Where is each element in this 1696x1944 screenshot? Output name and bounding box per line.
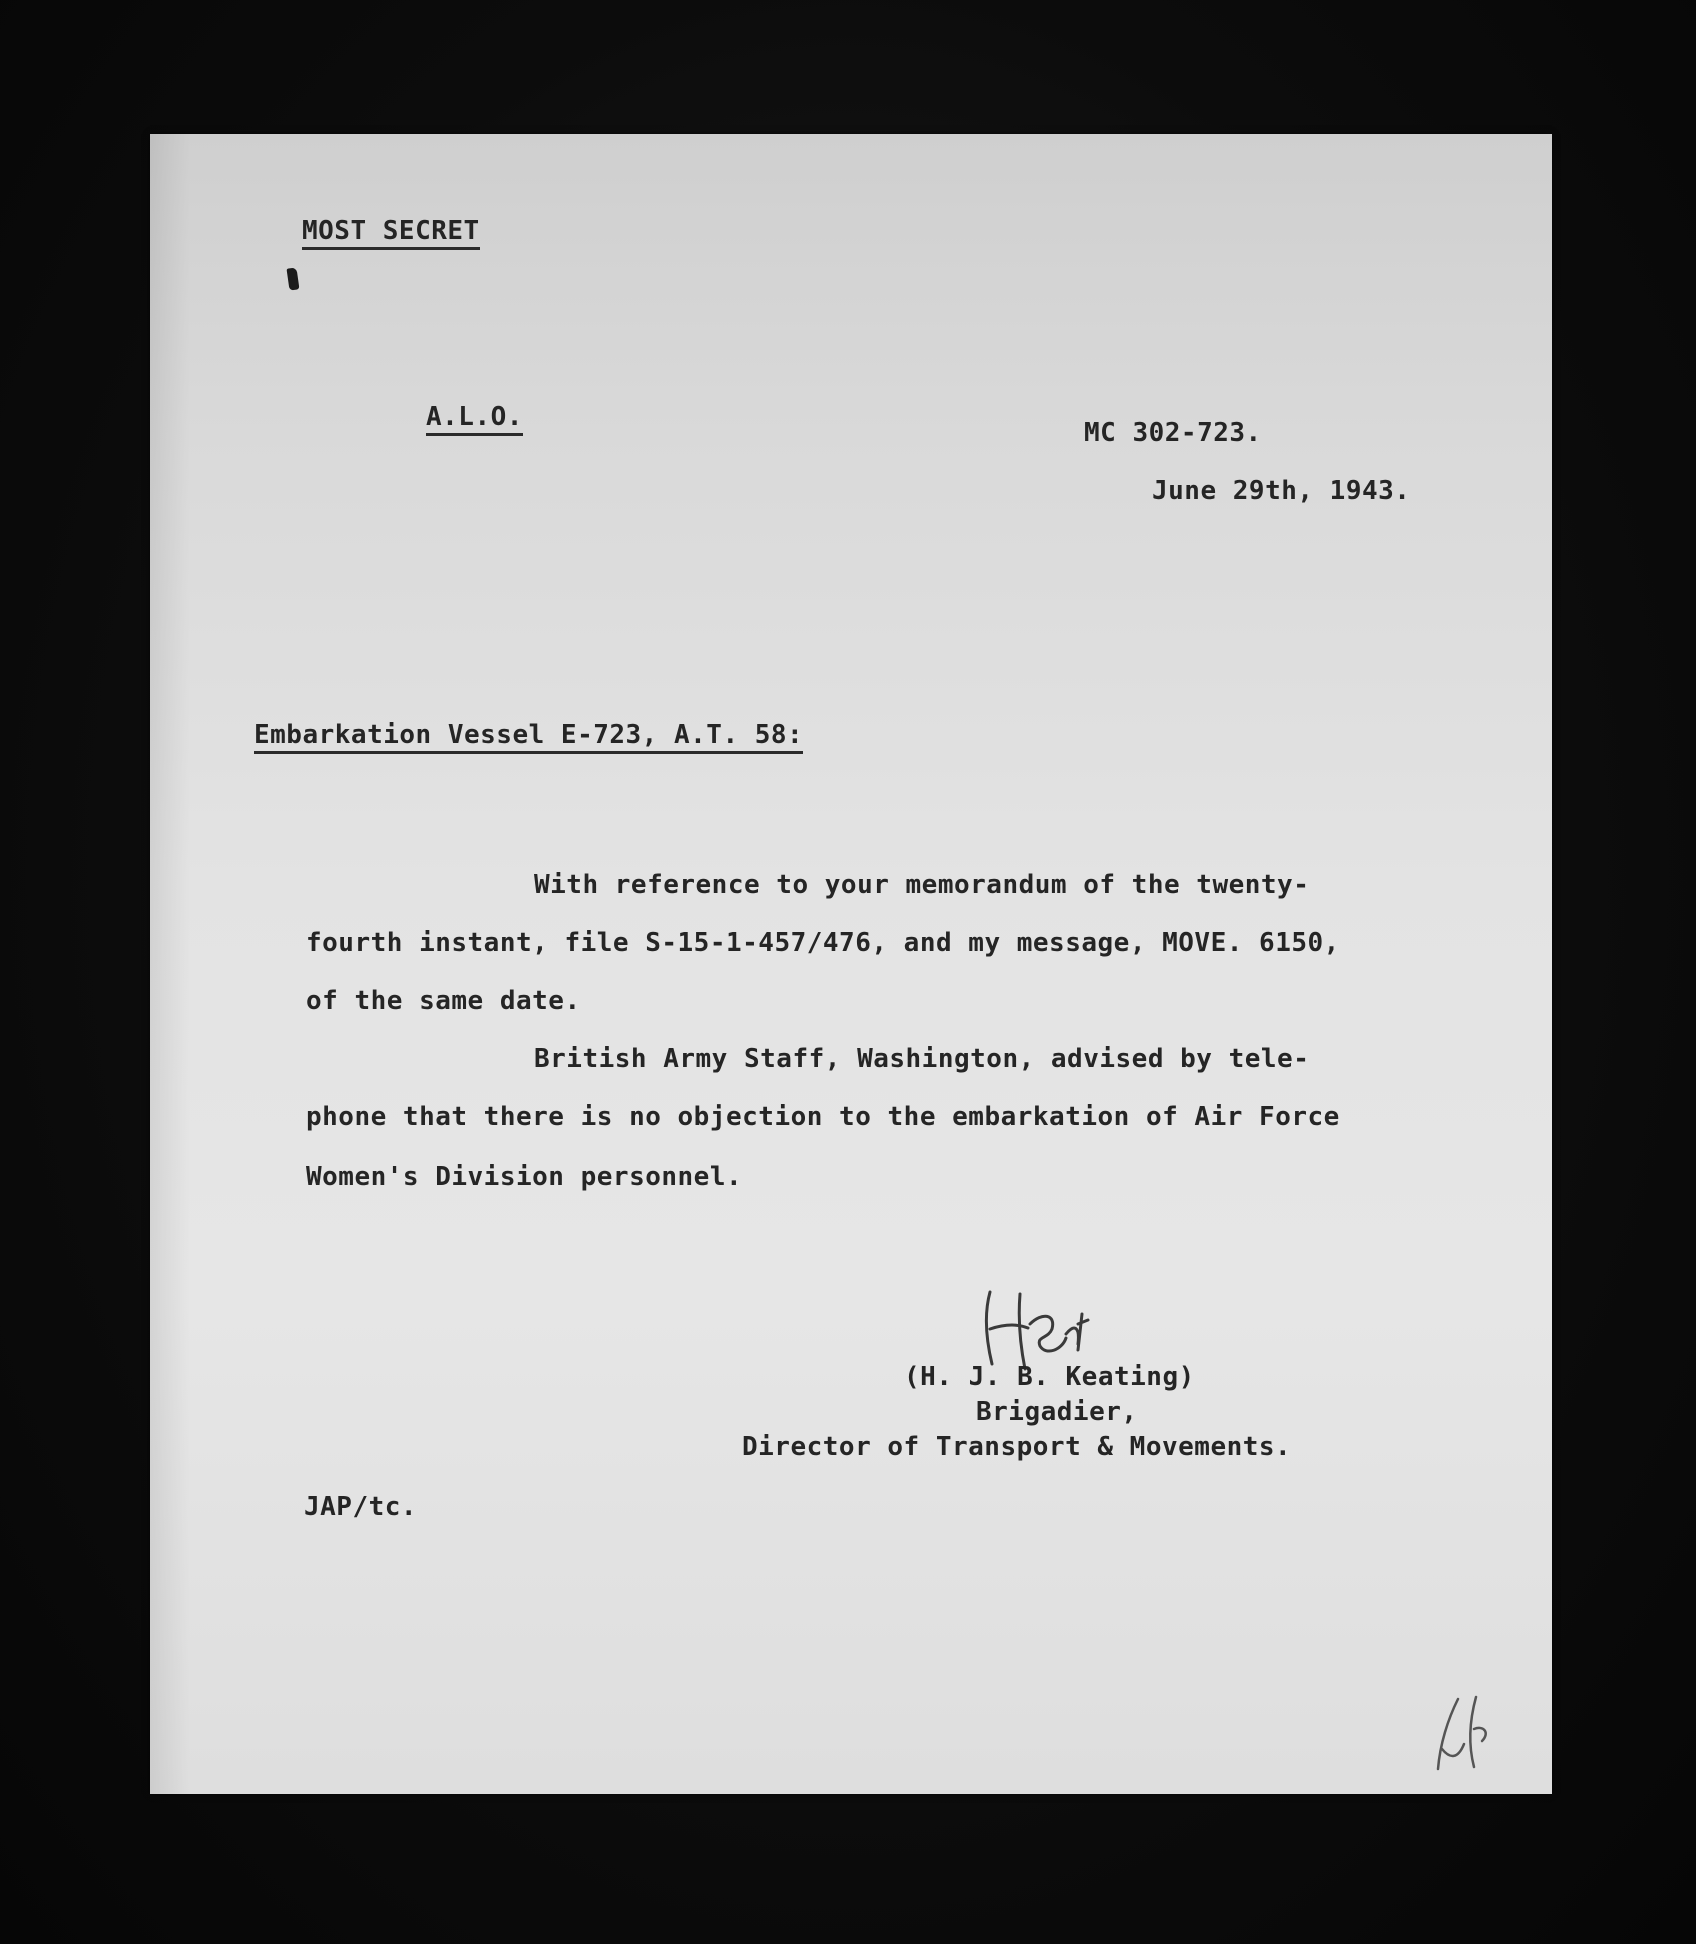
reference-initials: JAP/tc.: [304, 1492, 418, 1522]
body-line-6: Women's Division personnel.: [306, 1162, 743, 1192]
subject-line: Embarkation Vessel E-723, A.T. 58:: [254, 722, 803, 754]
signatory-title: Director of Transport & Movements.: [742, 1432, 1292, 1462]
body-line-1: With reference to your memorandum of the twenty-: [534, 870, 1310, 900]
file-reference: MC 302-723.: [1084, 418, 1262, 448]
body-line-4: British Army Staff, Washington, advised by tele-: [534, 1044, 1310, 1074]
document-page: [150, 134, 1552, 1794]
addressee: A.L.O.: [426, 404, 523, 436]
ink-blot: [287, 267, 300, 290]
body-line-3: of the same date.: [306, 986, 581, 1016]
body-line-2: fourth instant, file S-15-1-457/476, and my message, MOVE. 6150,: [306, 928, 1340, 958]
signatory-rank: Brigadier,: [976, 1397, 1138, 1427]
classification-label: MOST SECRET: [302, 218, 480, 250]
letter-date: June 29th, 1943.: [1152, 476, 1411, 506]
signatory-name: (H. J. B. Keating): [904, 1362, 1195, 1392]
handwritten-signature: [970, 1284, 1100, 1374]
handwritten-initials: [1428, 1689, 1508, 1779]
body-line-5: phone that there is no objection to the embarkation of Air Force: [306, 1102, 1340, 1132]
